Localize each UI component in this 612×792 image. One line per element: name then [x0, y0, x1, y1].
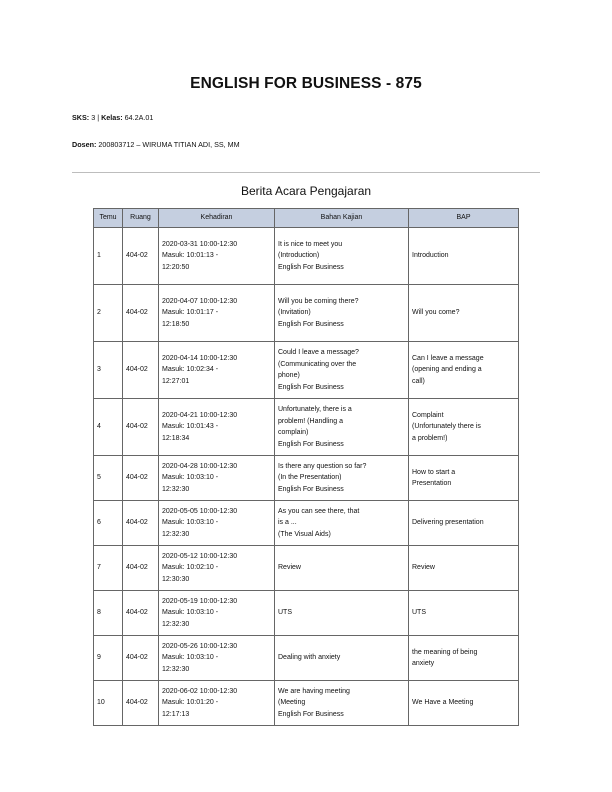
header-bahan-kajian: Bahan Kajian	[275, 209, 409, 228]
table-row	[94, 591, 519, 636]
cell-bahan-kajian-line: (Meeting	[278, 699, 306, 707]
cell-bap-line: anxiety	[412, 660, 435, 667]
cell-bap-line: Review	[412, 564, 435, 572]
cell-bap-line: the meaning of being	[412, 648, 478, 656]
cell-kehadiran-line: Masuk: 10:03:10 -	[162, 519, 219, 527]
cell-ruang: 404-02	[123, 342, 159, 399]
cell-bahan-kajian-line: English For Business	[278, 710, 344, 718]
cell-kehadiran	[159, 456, 275, 501]
cell-bap-line: (Unfortunately there is	[412, 423, 481, 431]
dosen-label: Dosen:	[72, 140, 97, 149]
cell-kehadiran-line: 12:30:30	[162, 575, 190, 583]
cell-bahan-kajian	[275, 285, 409, 342]
cell-kehadiran-line: 2020-04-07 10:00-12:30	[162, 297, 238, 305]
cell-bahan-kajian	[275, 399, 409, 456]
cell-bahan-kajian-line: Could I leave a message?	[278, 349, 359, 356]
cell-kehadiran	[159, 228, 275, 285]
cell-kehadiran-line: 12:32:30	[162, 665, 190, 673]
cell-ruang: 404-02	[123, 546, 159, 591]
table-row	[94, 681, 519, 726]
cell-bahan-kajian-line: We are having meeting	[278, 687, 350, 695]
cell-ruang: 404-02	[123, 636, 159, 681]
cell-bap-line: Delivering presentation	[412, 519, 484, 527]
table-header-row	[94, 209, 519, 228]
cell-bahan-kajian-line: Review	[278, 564, 301, 572]
header-ruang: Ruang	[123, 209, 159, 228]
cell-bap	[409, 501, 519, 546]
cell-kehadiran-line: 2020-04-28 10:00-12:30	[162, 462, 238, 470]
cell-bahan-kajian	[275, 546, 409, 591]
cell-bahan-kajian	[275, 636, 409, 681]
cell-kehadiran-line: 2020-05-19 10:00-12:30	[162, 597, 238, 605]
cell-bahan-kajian-line: (Invitation)	[278, 309, 311, 317]
cell-ruang: 404-02	[123, 681, 159, 726]
cell-kehadiran	[159, 399, 275, 456]
cell-bahan-kajian-line: (The Visual Aids)	[278, 530, 331, 538]
table-row	[94, 636, 519, 681]
cell-kehadiran-line: 2020-04-21 10:00-12:30	[162, 411, 238, 419]
cell-bahan-kajian-line: Unfortunately, there is a	[278, 406, 352, 413]
cell-temu: 3	[94, 342, 123, 399]
cell-kehadiran-line: 2020-05-12 10:00-12:30	[162, 552, 238, 560]
cell-bap-line: call)	[412, 377, 425, 385]
cell-bahan-kajian-line: English For Business	[278, 263, 344, 271]
page-title: ENGLISH FOR BUSINESS - 875	[190, 75, 422, 92]
cell-bahan-kajian-line: English For Business	[278, 440, 344, 448]
cell-bahan-kajian-line: Will you be coming there?	[278, 297, 359, 305]
cell-bahan-kajian	[275, 591, 409, 636]
cell-bap-line: How to start a	[412, 468, 456, 476]
cell-bap	[409, 456, 519, 501]
cell-bahan-kajian-line: English For Business	[278, 485, 344, 493]
cell-temu: 7	[94, 546, 123, 591]
cell-bap-line: UTS	[412, 609, 426, 617]
cell-bahan-kajian-line: UTS	[278, 609, 292, 617]
cell-bahan-kajian-line: problem! (Handling a	[278, 417, 343, 425]
cell-kehadiran-line: 2020-03-31 10:00-12:30	[162, 240, 238, 248]
cell-kehadiran	[159, 591, 275, 636]
divider	[72, 172, 540, 173]
cell-temu: 8	[94, 591, 123, 636]
cell-bahan-kajian-line: As you can see there, that	[278, 507, 360, 515]
cell-kehadiran-line: Masuk: 10:01:43 -	[162, 423, 219, 431]
cell-bahan-kajian-line: (Introduction)	[278, 252, 320, 260]
cell-bap	[409, 399, 519, 456]
cell-bahan-kajian-line: Dealing with anxiety	[278, 654, 341, 662]
cell-bahan-kajian	[275, 456, 409, 501]
cell-kehadiran	[159, 636, 275, 681]
cell-kehadiran-line: 12:18:34	[162, 434, 190, 442]
table-row	[94, 342, 519, 399]
cell-bap	[409, 285, 519, 342]
sks-label: SKS:	[72, 113, 90, 122]
cell-ruang: 404-02	[123, 228, 159, 285]
cell-kehadiran	[159, 501, 275, 546]
cell-bap	[409, 591, 519, 636]
cell-kehadiran-line: Masuk: 10:01:17 -	[162, 309, 219, 317]
cell-kehadiran-line: 12:20:50	[162, 263, 190, 271]
table-row	[94, 546, 519, 591]
cell-kehadiran-line: Masuk: 10:02:10 -	[162, 564, 219, 572]
cell-bap	[409, 546, 519, 591]
cell-bahan-kajian	[275, 228, 409, 285]
table-row	[94, 285, 519, 342]
cell-bahan-kajian	[275, 501, 409, 546]
cell-kehadiran-line: 12:32:30	[162, 530, 190, 538]
section-title: Berita Acara Pengajaran	[240, 184, 372, 198]
cell-bap-line: We Have a Meeting	[412, 699, 474, 707]
cell-bahan-kajian-line: complain)	[278, 429, 309, 436]
cell-kehadiran-line: Masuk: 10:02:34 -	[162, 366, 219, 374]
cell-bahan-kajian-line: (Communicating over the	[278, 360, 357, 368]
cell-kehadiran-line: 2020-04-14 10:00-12:30	[162, 354, 238, 362]
header-temu: Temu	[94, 209, 123, 228]
cell-kehadiran-line: Masuk: 10:03:10 -	[162, 609, 219, 617]
header-bap: BAP	[409, 209, 519, 228]
cell-ruang: 404-02	[123, 456, 159, 501]
course-meta	[72, 113, 153, 122]
cell-bahan-kajian-line: phone)	[278, 372, 300, 379]
cell-kehadiran	[159, 342, 275, 399]
cell-kehadiran-line: 12:27:01	[162, 377, 190, 385]
cell-bap-line: a problem!)	[412, 434, 448, 442]
cell-kehadiran	[159, 285, 275, 342]
cell-ruang: 404-02	[123, 501, 159, 546]
cell-temu: 6	[94, 501, 123, 546]
cell-temu: 1	[94, 228, 123, 285]
cell-kehadiran-line: 12:32:30	[162, 620, 190, 628]
cell-kehadiran-line: Masuk: 10:01:13 -	[162, 252, 219, 260]
cell-bahan-kajian-line: It is nice to meet you	[278, 240, 343, 248]
header-kehadiran: Kehadiran	[159, 209, 275, 228]
cell-bahan-kajian-line: (In the Presentation)	[278, 474, 342, 482]
cell-kehadiran-line: 12:18:50	[162, 320, 190, 328]
cell-bap	[409, 342, 519, 399]
cell-bap	[409, 228, 519, 285]
cell-kehadiran-line: 12:17:13	[162, 710, 190, 718]
cell-bap-line: Introduction	[412, 252, 449, 260]
cell-bahan-kajian-line: Is there any question so far?	[278, 462, 367, 470]
cell-bap	[409, 636, 519, 681]
table-row	[94, 228, 519, 285]
cell-kehadiran-line: 2020-06-02 10:00-12:30	[162, 687, 238, 695]
cell-kehadiran	[159, 681, 275, 726]
bap-table	[93, 208, 519, 726]
cell-bap	[409, 681, 519, 726]
table-body	[94, 228, 519, 726]
cell-temu: 2	[94, 285, 123, 342]
cell-bahan-kajian	[275, 681, 409, 726]
kelas-label: Kelas:	[101, 113, 123, 122]
table-row	[94, 501, 519, 546]
cell-bap-line: Complaint	[412, 411, 444, 419]
cell-bap-line: (opening and ending a	[412, 366, 482, 374]
dosen-value: 200803712 – WIRUMA TITIAN ADI, SS, MM	[98, 140, 240, 149]
cell-bahan-kajian	[275, 342, 409, 399]
cell-bahan-kajian-line: English For Business	[278, 320, 344, 328]
cell-kehadiran	[159, 546, 275, 591]
cell-bap-line: Can I leave a message	[412, 354, 484, 362]
cell-ruang: 404-02	[123, 399, 159, 456]
cell-temu: 9	[94, 636, 123, 681]
cell-kehadiran-line: 2020-05-05 10:00-12:30	[162, 507, 238, 515]
cell-temu: 10	[94, 681, 123, 726]
cell-bap-line: Will you come?	[412, 309, 460, 317]
kelas-value: 64.2A.01	[124, 113, 154, 122]
table-row	[94, 456, 519, 501]
cell-kehadiran-line: Masuk: 10:03:10 -	[162, 474, 219, 482]
cell-kehadiran-line: Masuk: 10:03:10 -	[162, 654, 219, 662]
lecturer-meta	[72, 140, 240, 149]
cell-bahan-kajian-line: English For Business	[278, 383, 344, 391]
cell-kehadiran-line: 2020-05-26 10:00-12:30	[162, 642, 238, 650]
cell-kehadiran-line: Masuk: 10:01:20 -	[162, 699, 219, 707]
cell-temu: 5	[94, 456, 123, 501]
meta-separator: |	[97, 113, 100, 122]
cell-bahan-kajian-line: is a ...	[278, 519, 297, 527]
sks-value: 3	[91, 113, 96, 122]
cell-ruang: 404-02	[123, 285, 159, 342]
cell-kehadiran-line: 12:32:30	[162, 485, 190, 493]
cell-temu: 4	[94, 399, 123, 456]
cell-bap-line: Presentation	[412, 480, 452, 487]
cell-ruang: 404-02	[123, 591, 159, 636]
table-row	[94, 399, 519, 456]
